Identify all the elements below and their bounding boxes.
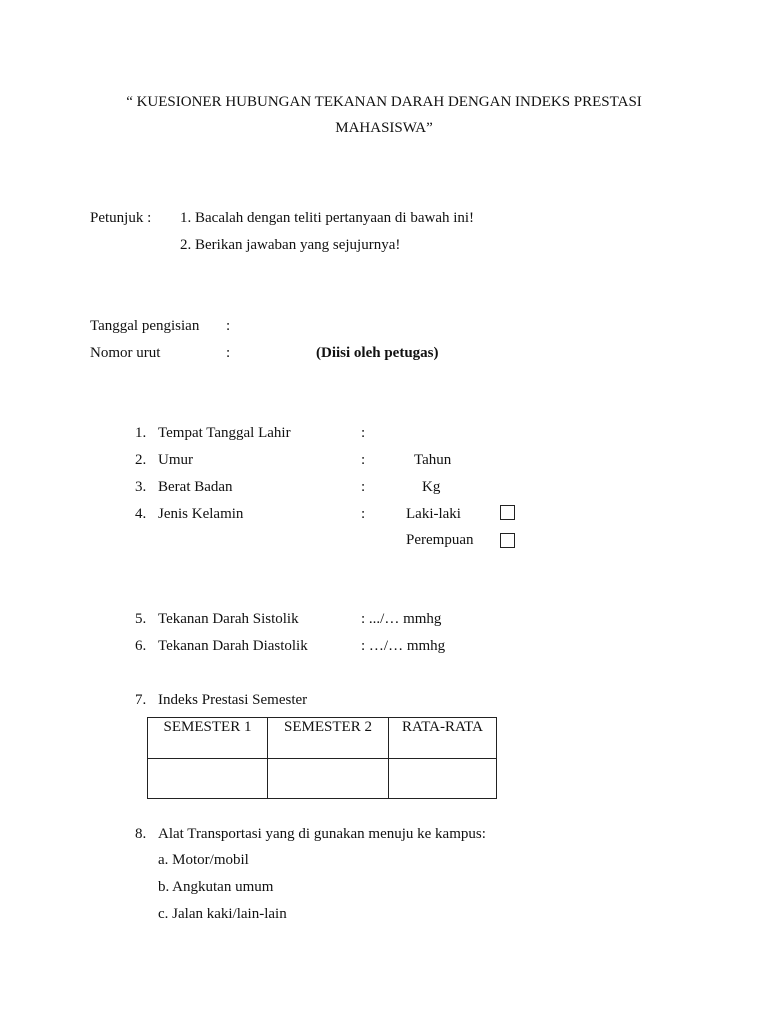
diastolik-field: : …/… mmhg [361, 638, 446, 654]
tanggal-pengisian-colon: : [226, 318, 231, 334]
question-number: 1. [135, 425, 147, 441]
question-number: 6. [135, 638, 147, 654]
petunjuk-item-2: 2. Berikan jawaban yang sejujurnya! [180, 237, 401, 253]
petugas-note: (Diisi oleh petugas) [316, 345, 439, 361]
question-label-tempat-tanggal-lahir: Tempat Tanggal Lahir [158, 425, 291, 441]
question-label-alat-transportasi: Alat Transportasi yang di gunakan menuju ke kampus: [158, 826, 486, 842]
transport-option-jalan-kaki: c. Jalan kaki/lain-lain [158, 906, 287, 922]
table-header-cell: SEMESTER 2 [268, 718, 389, 759]
question-colon: : [361, 452, 366, 468]
rata-rata-cell[interactable] [389, 759, 497, 799]
transport-option-motor: a. Motor/mobil [158, 852, 249, 868]
table-header-cell: SEMESTER 1 [148, 718, 268, 759]
question-colon: : [361, 479, 366, 495]
question-label-tekanan-sistolik: Tekanan Darah Sistolik [158, 611, 299, 627]
semester-2-cell[interactable] [268, 759, 389, 799]
question-label-jenis-kelamin: Jenis Kelamin [158, 506, 244, 522]
gender-option-perempuan-label: Perempuan [406, 532, 474, 548]
table-row [148, 759, 497, 799]
sistolik-field: : .../… mmhg [361, 611, 442, 627]
laki-laki-checkbox[interactable] [500, 505, 515, 520]
question-number: 8. [135, 826, 147, 842]
transport-option-angkutan: b. Angkutan umum [158, 879, 274, 895]
question-number: 5. [135, 611, 147, 627]
nomor-urut-colon: : [226, 345, 231, 361]
perempuan-checkbox[interactable] [500, 533, 515, 548]
document-title-line2: MAHASISWA” [335, 120, 433, 136]
question-number: 3. [135, 479, 147, 495]
nomor-urut-label: Nomor urut [90, 345, 161, 361]
question-number: 2. [135, 452, 147, 468]
tanggal-pengisian-label: Tanggal pengisian [90, 318, 200, 334]
question-label-berat-badan: Berat Badan [158, 479, 233, 495]
document-title-line1: “ KUESIONER HUBUNGAN TEKANAN DARAH DENGAN INDEKS PRESTASI [126, 94, 642, 110]
table-header-cell: RATA-RATA [389, 718, 497, 759]
petunjuk-item-1: 1. Bacalah dengan teliti pertanyaan di bawah ini! [180, 210, 475, 226]
indeks-prestasi-table [147, 717, 497, 799]
berat-unit: Kg [422, 479, 441, 495]
table-header-row [148, 718, 497, 759]
question-number: 7. [135, 692, 147, 708]
question-colon: : [361, 506, 366, 522]
question-label-indeks-prestasi: Indeks Prestasi Semester [158, 692, 308, 708]
question-label-umur: Umur [158, 452, 193, 468]
question-colon: : [361, 425, 366, 441]
semester-1-cell[interactable] [148, 759, 268, 799]
gender-option-laki-laki-label: Laki-laki [406, 506, 461, 522]
umur-unit: Tahun [414, 452, 452, 468]
question-number: 4. [135, 506, 147, 522]
question-label-tekanan-diastolik: Tekanan Darah Diastolik [158, 638, 308, 654]
petunjuk-label: Petunjuk : [90, 210, 152, 226]
